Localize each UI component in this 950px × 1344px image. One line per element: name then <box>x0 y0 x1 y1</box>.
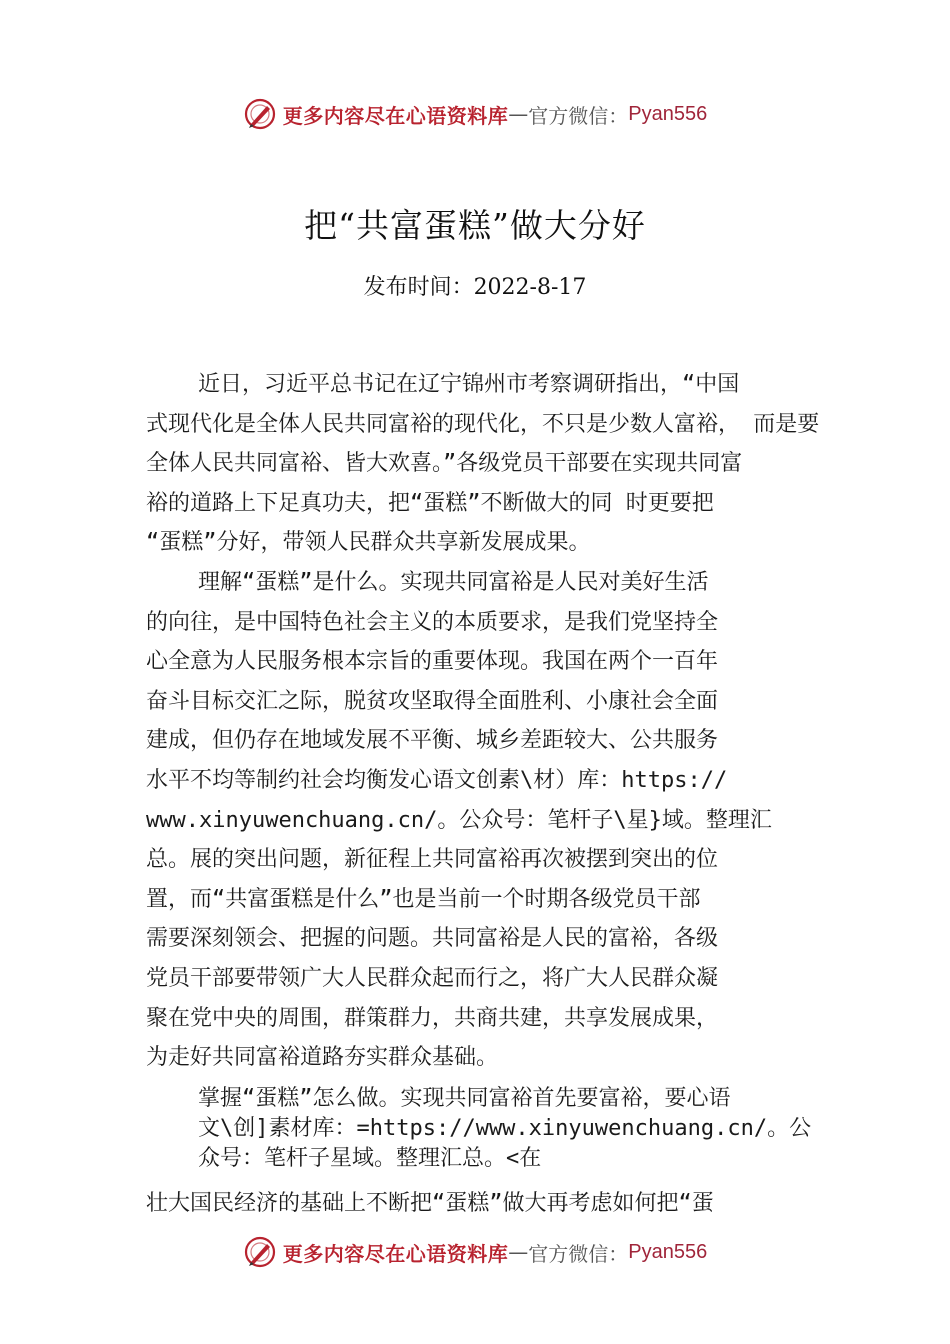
watermark-gray-text: 官方微信： <box>528 1241 629 1266</box>
text-line: www.xinyuwenchuang.cn/。公众号：笔杆子\星}域。整理汇 <box>146 807 772 833</box>
text-line: 置，而“共富蛋糕是什么”也是当前一个时期各级党员干部 <box>146 886 701 912</box>
watermark-red-text: 更多内容尽在心语资料库 <box>282 103 509 128</box>
text-line: 党员干部要带领广大人民群众起而行之，将广大人民群众凝 <box>146 965 719 991</box>
watermark-red-text: 更多内容尽在心语资料库 <box>282 1241 509 1266</box>
article-title: 把“共富蛋糕”做大分好 <box>304 206 646 245</box>
text-line: 文\创]素材库：=https://www.xinyuwenchuang.cn/。公 <box>198 1116 812 1141</box>
watermark-dash: — <box>508 1240 529 1264</box>
text-line: 需要深刻领会、把握的问题。共同富裕是人民的富裕，各级 <box>146 926 719 952</box>
text-line: 的向往，是中国特色社会主义的本质要求，是我们党坚持全 <box>146 609 719 635</box>
text-line: “蛋糕”分好，带领人民群众共享新发展成果。 <box>146 530 591 556</box>
watermark-dash: — <box>508 102 529 126</box>
text-line: 为走好共同富裕道路夯实群众基础。 <box>146 1045 499 1071</box>
watermark-wechat-id: Pyan556 <box>628 102 708 125</box>
text-line: 式现代化是全体人民共同富裕的现代化，不只是少数人富裕， 而是要 <box>146 411 820 437</box>
text-line: 众号：笔杆子星域。整理汇总。<在 <box>198 1146 542 1171</box>
text-line: 水平不均等制约社会均衡发心语文创素\材）库：https:// <box>146 767 728 793</box>
watermark-gray-text: 官方微信： <box>528 103 629 128</box>
paragraph-2 <box>146 563 836 1078</box>
text-line: 掌握“蛋糕”怎么做。实现共同富裕首先要富裕，要心语 <box>198 1086 731 1111</box>
text-line: 近日，习近平总书记在辽宁锦州市考察调研指出，“中国 <box>198 372 740 397</box>
watermark-wechat-id: Pyan556 <box>628 1240 708 1263</box>
paragraph-1 <box>146 365 836 563</box>
paragraph-4 <box>146 1184 836 1224</box>
text-line: 壮大国民经济的基础上不断把“蛋糕”做大再考虑如何把“蛋 <box>146 1191 714 1216</box>
text-line: 奋斗目标交汇之际，脱贫攻坚取得全面胜利、小康社会全面 <box>146 688 719 714</box>
pen-logo-icon <box>243 97 277 131</box>
text-line: 全体人民共同富裕、皆大欢喜。”各级党员干部要在实现共同富 <box>146 451 743 477</box>
text-line: 裕的道路上下足真功夫，把“蛋糕”不断做大的同 时更要把 <box>146 490 714 516</box>
text-line: 心全意为人民服务根本宗旨的重要体现。我国在两个一百年 <box>146 649 719 675</box>
text-line: 理解“蛋糕”是什么。实现共同富裕是人民对美好生活 <box>198 570 709 595</box>
paragraph-3 <box>198 1084 838 1174</box>
watermark-banner-top <box>0 94 950 134</box>
pen-logo-icon <box>243 1235 277 1269</box>
watermark-banner-bottom <box>0 1232 950 1272</box>
text-line: 建成，但仍存在地域发展不平衡、城乡差距较大、公共服务 <box>146 728 719 754</box>
publish-date: 发布时间：2022-8-17 <box>363 275 587 300</box>
text-line: 总。展的突出问题，新征程上共同富裕再次被摆到突出的位 <box>146 847 719 873</box>
text-line: 聚在党中央的周围，群策群力，共商共建，共享发展成果， <box>146 1005 719 1031</box>
